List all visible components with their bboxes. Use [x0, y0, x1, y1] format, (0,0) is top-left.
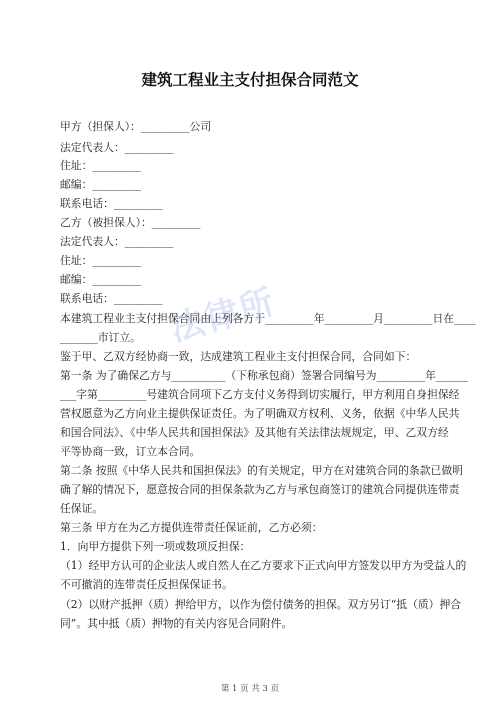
- address-a-line: 住址：_________: [60, 159, 141, 172]
- article-1-line: 第一条 为了确保乙方与__________（下称承包商）签署合同编号为_________年______: [60, 369, 469, 382]
- paragraph-line: 本建筑工程业主支付担保合同由上列各方于_________年_________月_________日在____: [60, 312, 476, 325]
- paragraph-line: ___字第_________号建筑合同项下乙方支付义务得到切实履行，甲方利用自身担保经: [60, 388, 460, 401]
- list-item-line: （1）经甲方认可的企业法人或自然人在乙方要求下正式向甲方签发以甲方为受益人的: [60, 559, 467, 572]
- legal-rep-b-line: 法定代表人：_________: [60, 235, 174, 248]
- page-footer: 第 1 页 共 3 页: [220, 684, 280, 694]
- list-item-line: （2）以财产抵押（质）押给甲方，以作为偿付债务的担保。双方另订“抵（质）押合: [60, 598, 462, 611]
- paragraph-line: 营权愿意为乙方向业主提供保证责任。为了明确双方权利、义务，依据《中华人民共: [60, 407, 460, 420]
- legal-rep-a-line: 法定代表人：_________: [60, 141, 174, 154]
- paragraph-line: _______市订立。: [60, 331, 141, 344]
- document-title: 建筑工程业主支付担保合同范文: [141, 71, 359, 89]
- postcode-a-line: 邮编：_________: [60, 178, 141, 191]
- paragraph-line: 平等协商一致，订立本合同。: [60, 445, 201, 458]
- article-3-line: 第三条 甲方在为乙方提供连带责任保证前，乙方必须：: [60, 521, 323, 534]
- party-b-line: 乙方（被担保人）：_________: [60, 216, 201, 229]
- paragraph-line: 鉴于甲、乙双方经协商一致，达成建筑工程业主支付担保合同，合同如下：: [60, 350, 417, 363]
- watermark-logo: 法律所: [165, 281, 281, 350]
- paragraph-line: 同”。其中抵（质）押物的有关内容见合同附件。: [60, 617, 293, 630]
- phone-b-line: 联系电话：_________: [60, 292, 163, 305]
- paragraph-line: 确了解的情况下，愿意按合同的担保条款为乙方与承包商签订的建筑合同提供连带责: [60, 483, 460, 496]
- list-item-line: 1．向甲方提供下列一项或数项反担保：: [60, 540, 251, 553]
- postcode-b-line: 邮编：_________: [60, 273, 141, 286]
- paragraph-line: 任保证。: [60, 502, 104, 515]
- party-a-line: 甲方（担保人）：_________公司: [60, 120, 212, 133]
- paragraph-line: 和国合同法》、《中华人民共和国担保法》及其他有关法律法规规定，甲、乙双方经: [60, 426, 449, 439]
- address-b-line: 住址：_________: [60, 254, 141, 267]
- article-2-line: 第二条 按照《中华人民共和国担保法》的有关规定，甲方在对建筑合同的条款已做明: [60, 464, 463, 477]
- paragraph-line: 不可撤消的连带责任反担保保证书。: [60, 578, 233, 591]
- phone-a-line: 联系电话：_________: [60, 197, 163, 210]
